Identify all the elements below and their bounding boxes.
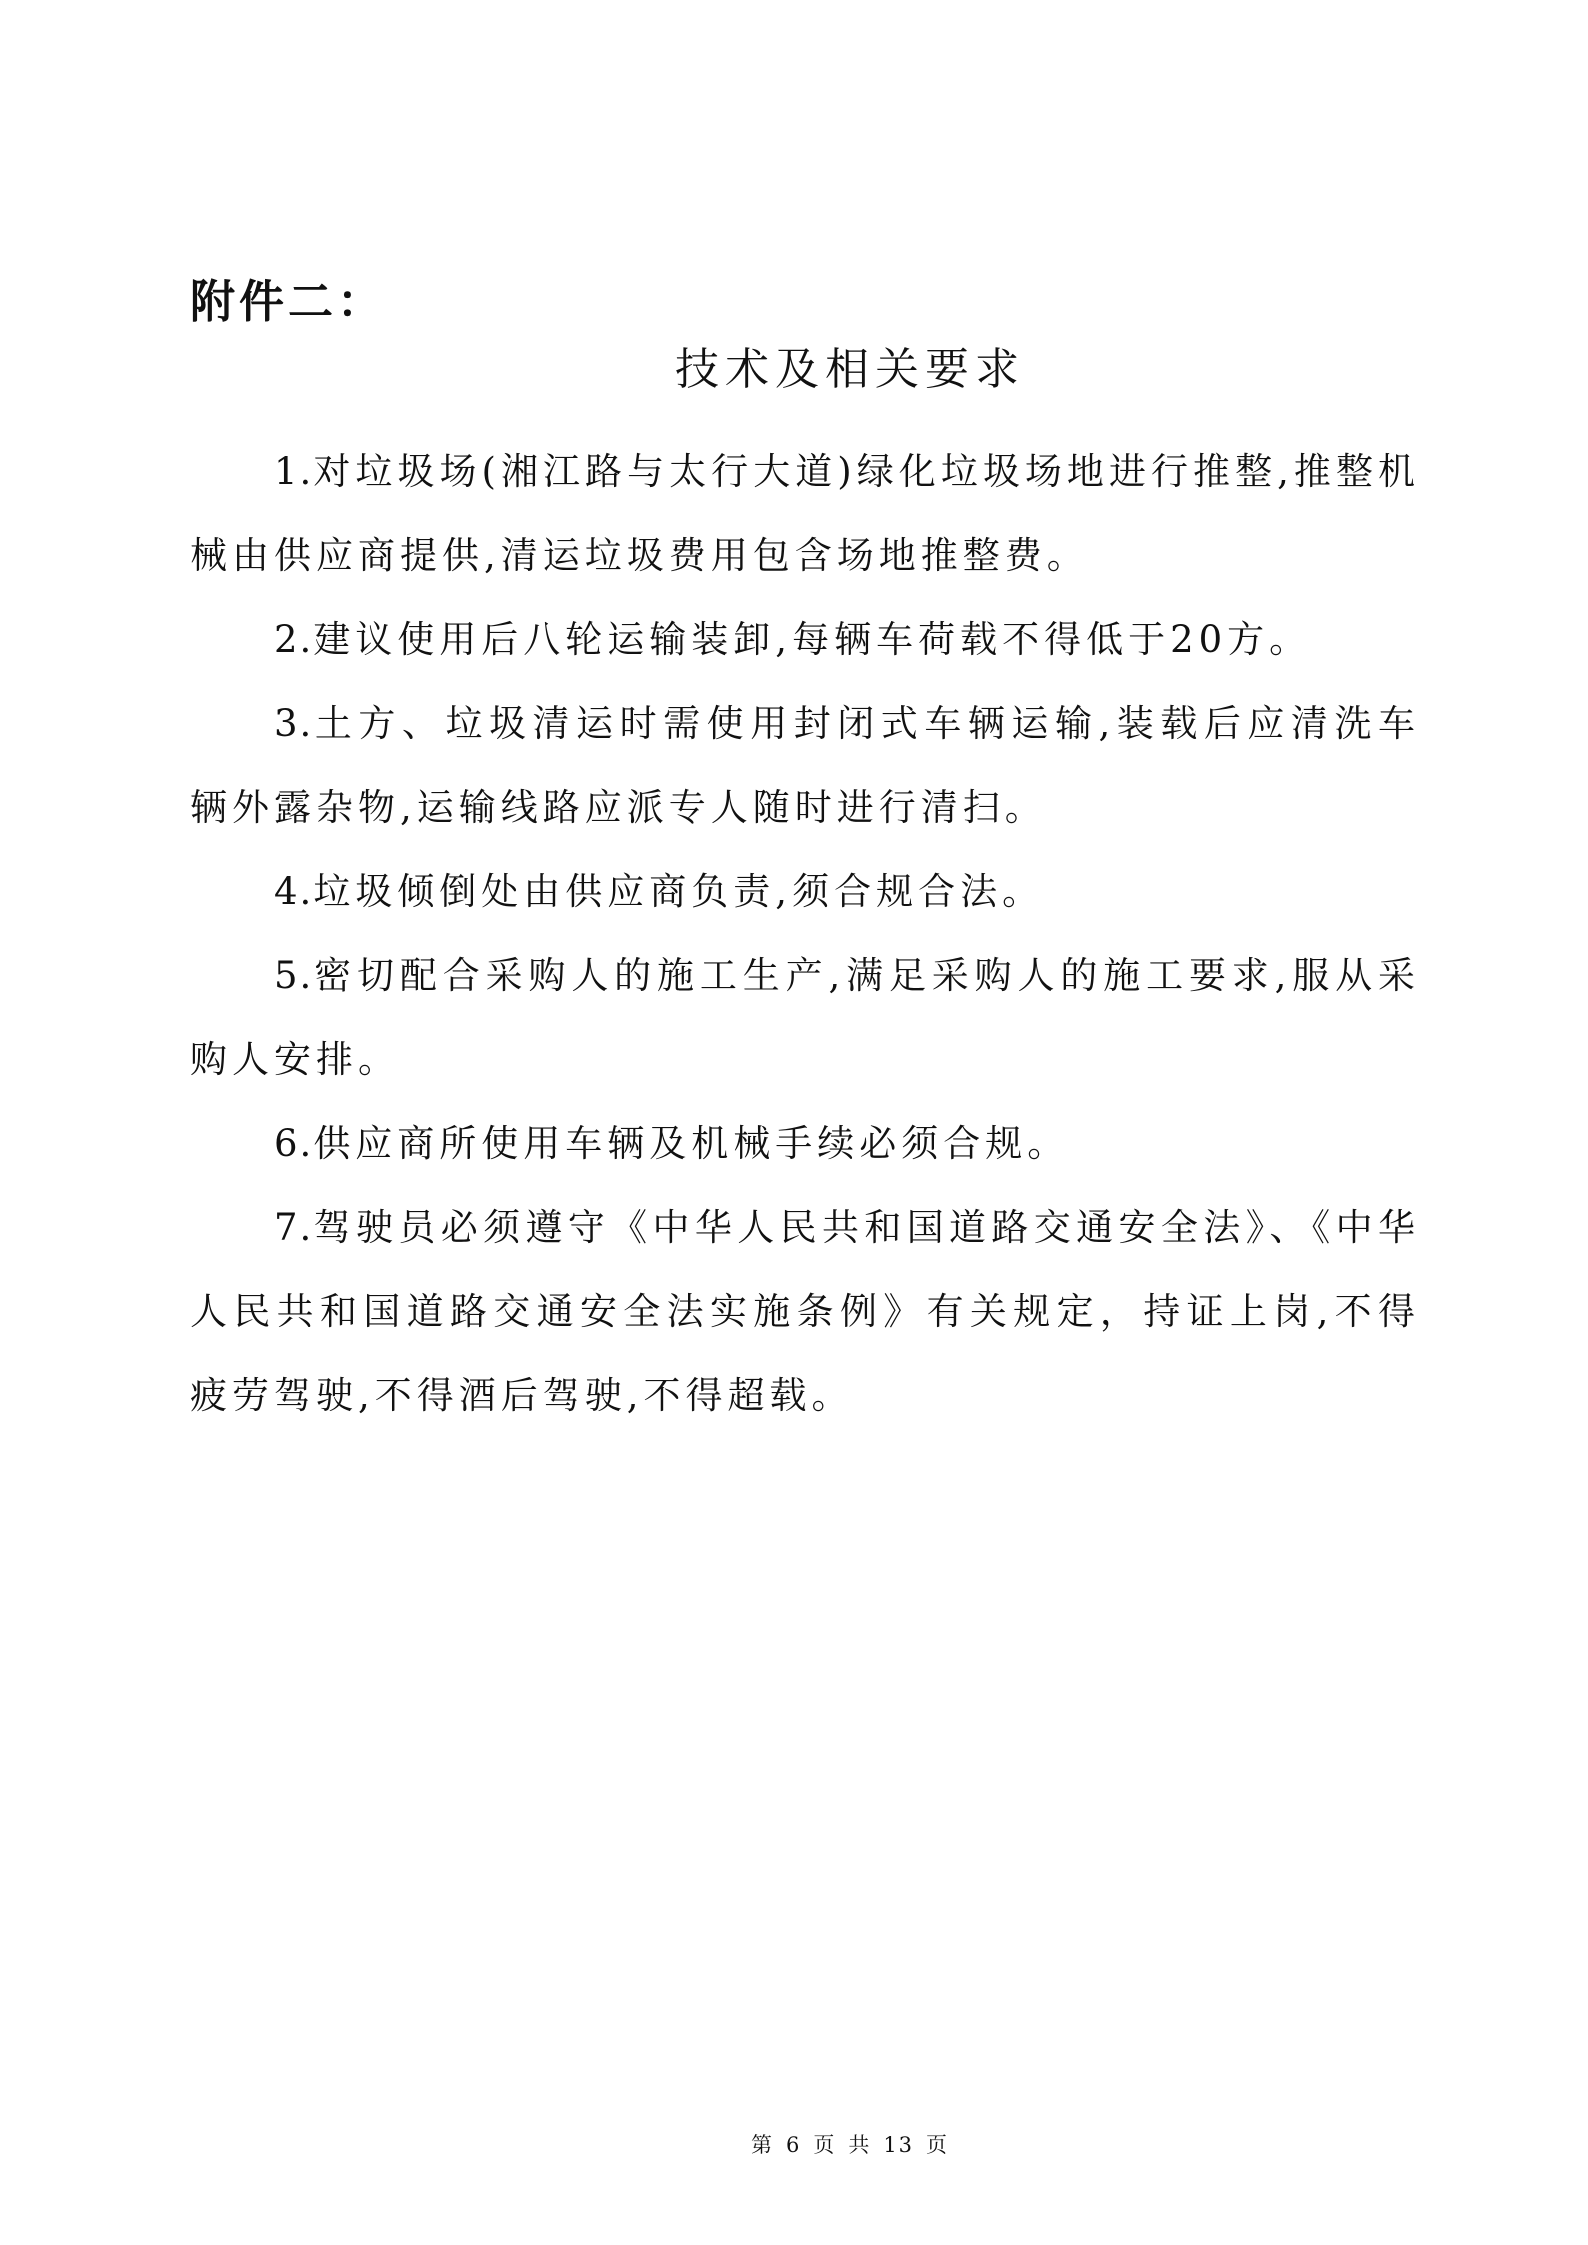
page-footer	[0, 2130, 1588, 2160]
paragraph-number: 3.	[274, 702, 314, 745]
requirement-paragraph-4	[190, 850, 1420, 934]
paragraph-text: 建议使用后八轮运输装卸,每辆车荷载不得低于20方。	[313, 618, 1312, 661]
requirements-body	[190, 430, 1420, 1438]
footer-suffix: 页	[926, 2133, 950, 2157]
requirement-paragraph-5	[190, 934, 1420, 1102]
requirement-paragraph-1	[190, 430, 1420, 598]
footer-page-total: 13	[883, 2133, 915, 2157]
paragraph-text: 密切配合采购人的施工生产,满足采购人的施工要求,服从采购人安排。	[190, 954, 1420, 1081]
attachment-label: 附件二：	[190, 275, 387, 328]
paragraph-number: 6.	[274, 1122, 314, 1165]
footer-total-word: 共	[848, 2133, 872, 2157]
paragraph-number: 5.	[274, 954, 314, 997]
footer-prefix: 第	[750, 2133, 774, 2157]
paragraph-number: 1.	[274, 450, 314, 493]
paragraph-number: 7.	[274, 1206, 314, 1249]
paragraph-text: 对垃圾场(湘江路与太行大道)绿化垃圾场地进行推整,推整机械由供应商提供,清运垃圾费用包含场地推整费。	[190, 450, 1420, 577]
requirement-paragraph-7	[190, 1186, 1420, 1438]
paragraph-number: 2.	[274, 618, 314, 661]
requirement-paragraph-2	[190, 598, 1420, 682]
paragraph-text: 供应商所使用车辆及机械手续必须合规。	[313, 1122, 1070, 1165]
footer-page-current: 6	[785, 2133, 802, 2157]
paragraph-number: 4.	[274, 870, 314, 913]
document-title: 技术及相关要求	[675, 344, 1025, 395]
requirement-paragraph-3	[190, 682, 1420, 850]
footer-page-word: 页	[813, 2133, 837, 2157]
requirement-paragraph-6	[190, 1102, 1420, 1186]
paragraph-text: 驾驶员必须遵守《中华人民共和国道路交通安全法》、《中华人民共和国道路交通安全法实施条例》有关规定，持证上岗,不得疲劳驾驶,不得酒后驾驶,不得超载。	[190, 1206, 1420, 1417]
paragraph-text: 土方、垃圾清运时需使用封闭式车辆运输,装载后应清洗车辆外露杂物,运输线路应派专人随时进行清扫。	[190, 702, 1420, 829]
paragraph-text: 垃圾倾倒处由供应商负责,须合规合法。	[313, 870, 1045, 913]
